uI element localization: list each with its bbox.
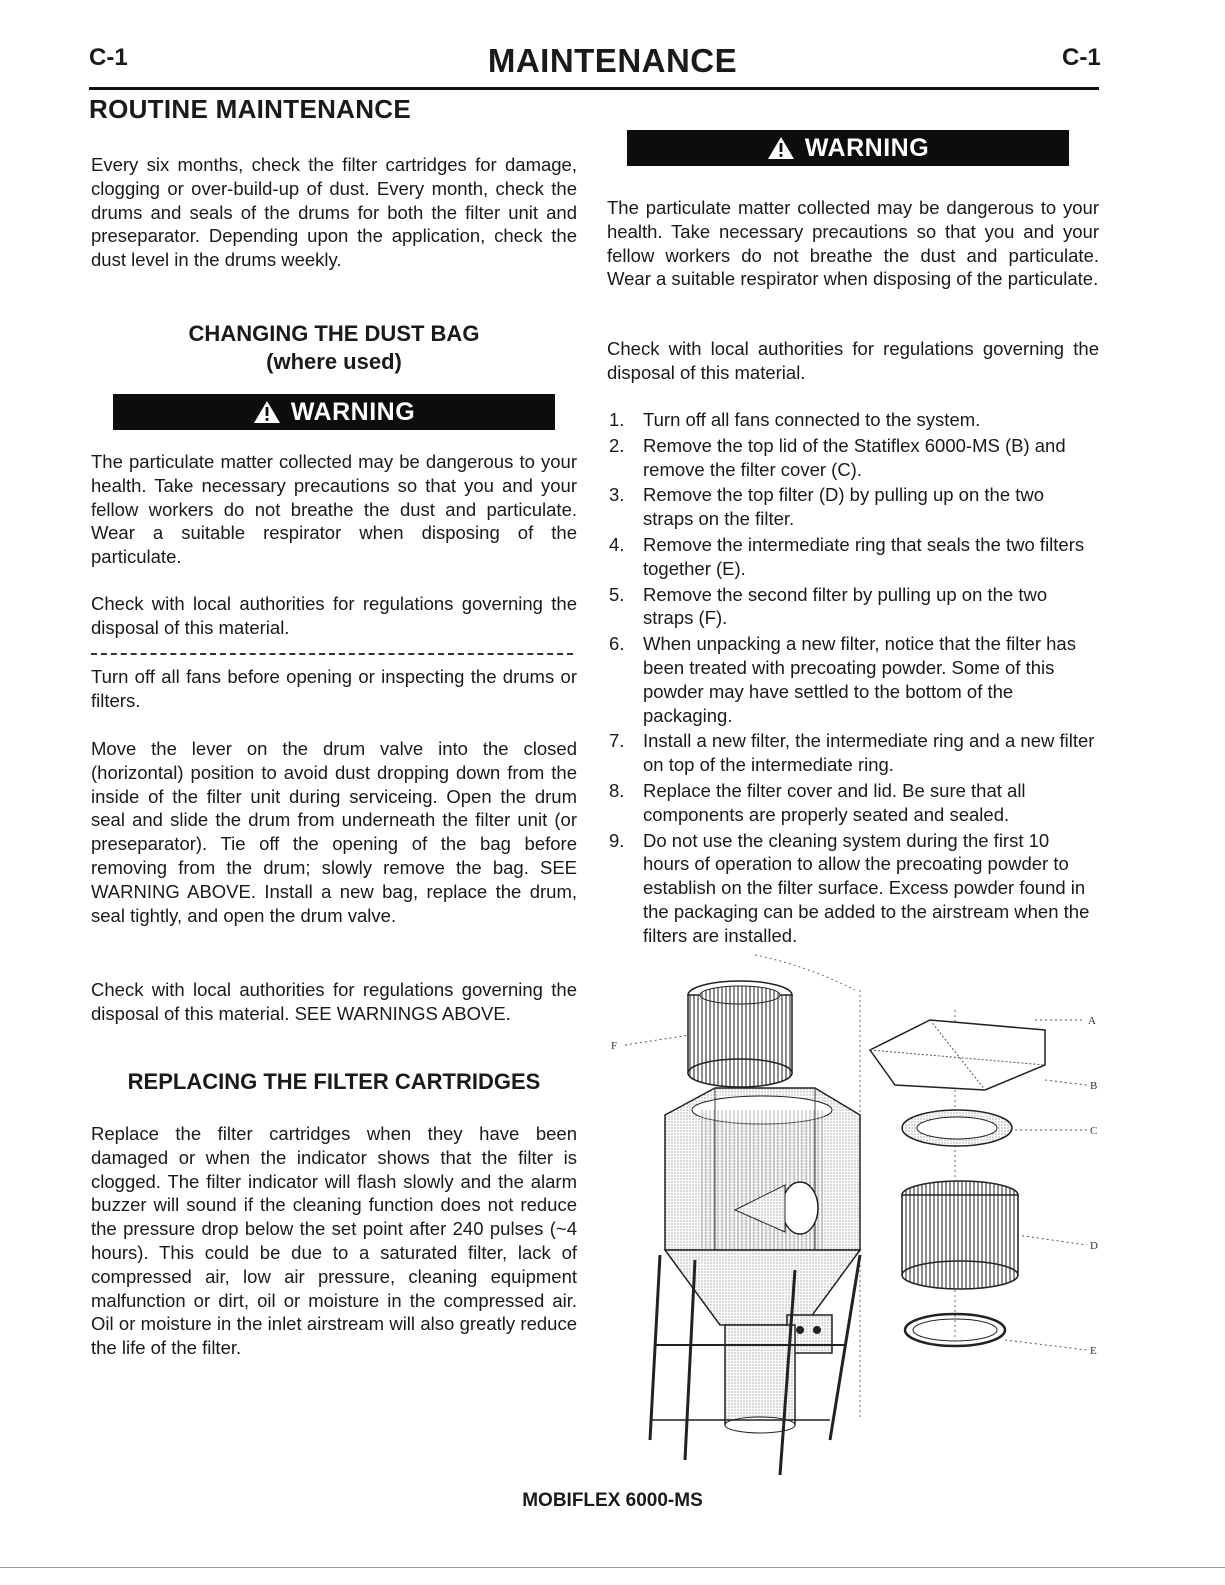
dust-bag-heading-line1: CHANGING THE DUST BAG: [188, 321, 480, 346]
figure-label-f: F: [611, 1040, 618, 1052]
dashed-divider: [91, 653, 573, 655]
filter-replacement-steps: [607, 408, 1099, 950]
figure-label-b: B: [1090, 1080, 1098, 1092]
page-number-right: C-1: [1062, 44, 1101, 71]
step-item: 5. Remove the second filter by pulling up on the two straps (F).: [609, 583, 1048, 629]
filter-cartridges-text: Replace the filter cartridges when they have been damaged or when the indicator shows that the filter is clogged. The filter indicator will flash slowly and the alarm buzzer will sound if the cleaning function does not reduce the pressure drop below the set point after 240 pulses (~4 hours). This could be due to a saturated filter, lack of compressed air, low air pressure, cleaning equipment malfunction or dirt, oil or moisture in the compressed air. Oil or moisture in the inlet airstream will also greatly reduce the life of the filter.: [91, 1123, 577, 1359]
fans-off-text: Turn off all fans before opening or inspecting the drums or filters.: [91, 666, 577, 711]
filter-authorities-text: Check with local authorities for regulations governing the disposal of this material.: [607, 338, 1099, 383]
step-item: 6. When unpacking a new filter, notice that the filter has been treated with precoating powder. Some of this powder may have settled to the bottom of the packaging.: [609, 633, 1076, 726]
bottom-rule: [0, 1567, 1225, 1568]
step-item: 4. Remove the intermediate ring that seals the two filters together (E).: [609, 533, 1085, 579]
warning-triangle-icon: [253, 400, 281, 424]
exploded-view-drawing: [605, 950, 1105, 1485]
dust-bag-heading: [91, 320, 577, 376]
routine-maintenance-heading: ROUTINE MAINTENANCE: [89, 94, 412, 124]
filter-warning-text: The particulate matter collected may be dangerous to your health. Take necessary precautions so that you and your fellow workers do not breathe the dust and particulate. Wear a suitable respirator when disposing of the particulate.: [607, 197, 1099, 290]
page-footer: MOBIFLEX 6000-MS: [522, 1490, 703, 1511]
page-number-left: C-1: [89, 44, 128, 71]
figure-label-d: D: [1090, 1240, 1098, 1252]
dust-bag-heading-line2: (where used): [266, 349, 402, 374]
warning-banner-left: [113, 394, 555, 430]
step-item: 9. Do not use the cleaning system during the first 10 hours of operation to allow the precoating powder to establish on the filter surface. Excess powder found in the packaging can be added to the airstream when the filters are installed.: [609, 829, 1090, 946]
figure-label-c: C: [1090, 1125, 1098, 1137]
routine-maintenance-text: Every six months, check the filter cartridges for damage, clogging or over-build-up of dust. Every month, check the drums and seals of the drums for both the filter unit and preseparator. Depending upon the application, check the dust level in the drums weekly.: [91, 154, 577, 271]
figure-label-a: A: [1088, 1015, 1096, 1027]
step-item: 2. Remove the top lid of the Statiflex 6000-MS (B) and remove the filter cover (C).: [609, 434, 1066, 480]
step-item: 1. Turn off all fans connected to the system.: [609, 409, 981, 430]
warning-label: WARNING: [804, 133, 930, 162]
dust-bag-authorities-text-2: Check with local authorities for regulations governing the disposal of this material. SEE WARNINGS ABOVE.: [91, 979, 577, 1024]
figure-label-e: E: [1090, 1345, 1097, 1357]
dust-bag-authorities-text: Check with local authorities for regulations governing the disposal of this material.: [91, 593, 577, 638]
step-item: 7. Install a new filter, the intermediate ring and a new filter on top of the intermediate ring.: [609, 730, 1095, 776]
page-title: MAINTENANCE: [487, 42, 738, 79]
warning-triangle-icon: [767, 136, 795, 160]
warning-label: WARNING: [290, 397, 416, 426]
drum-lever-text: Move the lever on the drum valve into the closed (horizontal) position to avoid dust dropping down from the inside of the filter unit during serviceing. Open the drum seal and slide the drum from underneath the filter unit (or preseparator). Tie off the opening of the bag before removing from the drum; slowly remove the bag. SEE WARNING ABOVE. Install a new bag, replace the drum, seal tightly, and open the drum valve.: [91, 738, 577, 926]
exploded-view-figure: [605, 950, 1105, 1485]
filter-cartridges-heading: REPLACING THE FILTER CARTRIDGES: [127, 1069, 541, 1094]
warning-banner-right: [627, 130, 1069, 166]
step-item: 8. Replace the filter cover and lid. Be sure that all components are properly seated and sealed.: [609, 779, 1026, 825]
header-rule: [89, 87, 1099, 90]
step-item: 3. Remove the top filter (D) by pulling up on the two straps on the filter.: [609, 484, 1045, 530]
dust-bag-warning-text: The particulate matter collected may be dangerous to your health. Take necessary precautions so that you and your fellow workers do not breathe the dust and particulate. Wear a suitable respirator when disposing of the particulate.: [91, 451, 577, 568]
